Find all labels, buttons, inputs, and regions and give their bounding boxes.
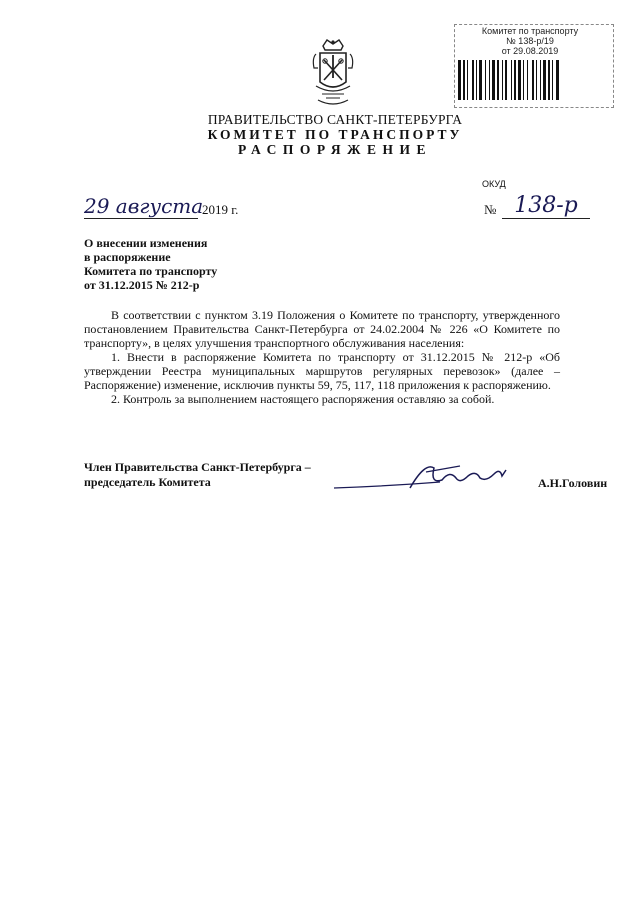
barcode-bar — [540, 60, 541, 100]
body-paragraph-item-1: 1. Внести в распоряжение Комитета по транспорту от 31.12.2015 № 212-р «Об утверждении Реестра муниципальных маршрутов регулярных перевозок» (далее – Распоряжение) изменение, исключив пункты 59, 75, 117, 118 приложения к распоряжению. — [84, 350, 560, 392]
subject-line: от 31.12.2015 № 212-р — [84, 278, 200, 292]
number-sign: № — [484, 202, 497, 217]
barcode-bar — [479, 60, 482, 100]
subject-line: в распоряжение — [84, 250, 171, 264]
barcode-bar — [556, 60, 559, 100]
barcode-bar — [505, 60, 507, 100]
barcode-bar — [467, 60, 468, 100]
barcode-bar — [511, 60, 512, 100]
barcode-bar — [485, 60, 486, 100]
signatory-title-line: Член Правительства Санкт-Петербурга – — [84, 460, 311, 474]
barcode-bar — [476, 60, 477, 100]
handwritten-date: 29 августа — [84, 194, 204, 218]
handwritten-signature — [330, 458, 530, 498]
subject-line: Комитета по транспорту — [84, 264, 218, 278]
barcode-bar — [536, 60, 537, 100]
committee-title: КОМИТЕТ ПО ТРАНСПОРТУ — [207, 127, 463, 142]
barcode-bar — [527, 60, 528, 100]
barcode-bar — [472, 60, 474, 100]
barcode-bar — [463, 60, 465, 100]
barcode-bar — [543, 60, 546, 100]
barcode — [458, 60, 608, 100]
signatory-title-line: председатель Комитета — [84, 475, 211, 489]
barcode-bar — [497, 60, 499, 100]
document-subject — [84, 236, 217, 292]
barcode-bar — [514, 60, 516, 100]
okud-label: ОКУД — [482, 179, 506, 189]
stamp-number: № 138-р/19 — [506, 36, 554, 46]
coat-of-arms-emblem — [308, 38, 358, 110]
stamp-org: Комитет по транспорту — [481, 26, 579, 36]
date-year: 2019 г. — [202, 202, 239, 217]
signatory-title — [84, 460, 311, 490]
barcode-bar — [552, 60, 553, 100]
document-body — [84, 308, 560, 406]
barcode-bar — [532, 60, 534, 100]
handwritten-number: 138-р — [502, 193, 590, 219]
stamp-date: от 29.08.2019 — [501, 46, 559, 56]
barcode-bar — [502, 60, 503, 100]
barcode-bar — [492, 60, 495, 100]
barcode-bar — [489, 60, 490, 100]
barcode-bar — [548, 60, 550, 100]
barcode-bar — [523, 60, 524, 100]
body-paragraph-preamble: В соответствии с пунктом 3.19 Положения о Комитете по транспорту, утвержденного постановлением Правительства Санкт-Петербурга от 24.02.2004 № 226 «О Комитете по транспорту», в целях улучшения транспортного обслуживания населения: — [84, 308, 560, 350]
document-type: РАСПОРЯЖЕНИЕ — [237, 142, 433, 157]
registration-stamp — [455, 26, 605, 56]
government-title: ПРАВИТЕЛЬСТВО САНКТ-ПЕТЕРБУРГА — [207, 112, 463, 127]
body-paragraph-item-2: 2. Контроль за выполнением настоящего распоряжения оставляю за собой. — [111, 392, 495, 406]
barcode-bar — [458, 60, 461, 100]
subject-line: О внесении изменения — [84, 236, 208, 250]
signer-name: А.Н.Головин — [538, 476, 608, 490]
barcode-bar — [518, 60, 521, 100]
